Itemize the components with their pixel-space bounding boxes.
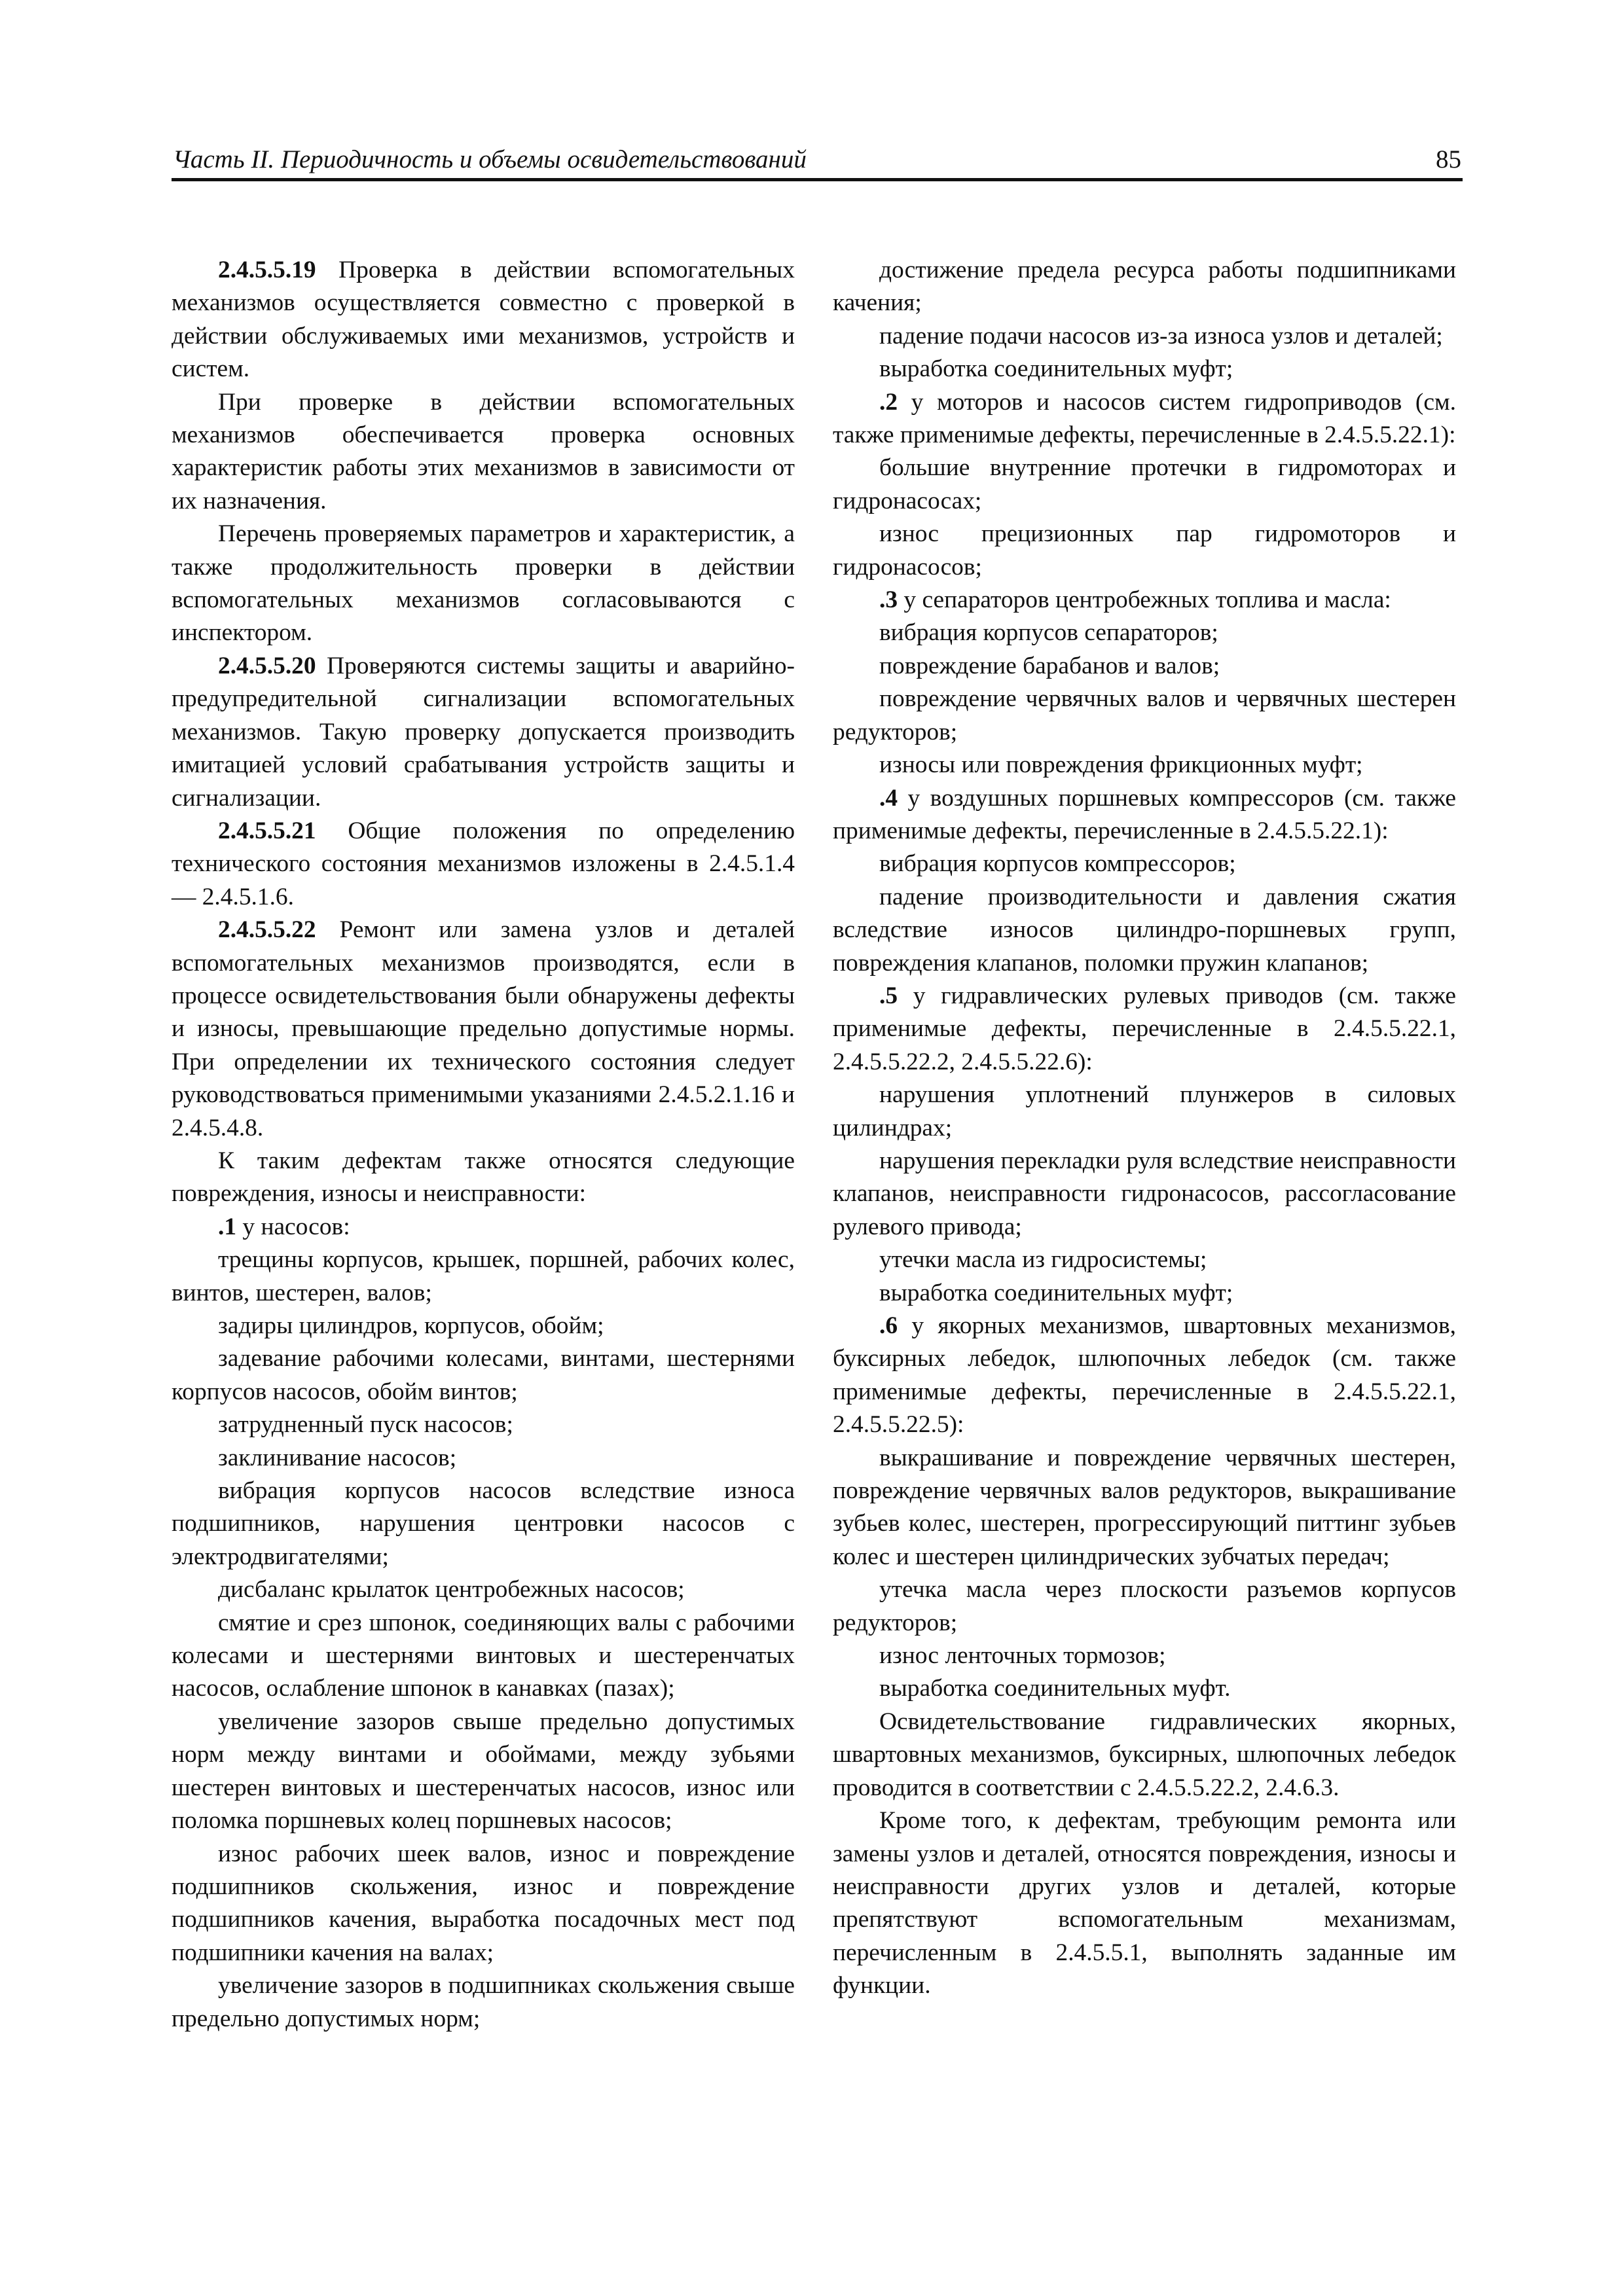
list-item: износ ленточных тормозов; [879,1642,1166,1670]
item-number: .6 [879,1312,898,1339]
list-item: выработка соединительных муфт; [879,1279,1233,1306]
paragraph: При проверке в действии вспомогательных механизмов обеспечивается проверка основных характеристик работы этих механизмов в зависимости от их назначения. [172,388,795,514]
list-item: падение производительности и давления сжатия вследствие износов цилиндро-поршневых групп, повреждения клапанов, поломки пружин клапанов; [833,883,1456,977]
list-heading-text: у гидравлических рулевых приводов (см. также применимые дефекты, перечисленные в 2.4.5.5.22.1, 2.4.5.5.22.2, 2.4.5.5.22.6): [833,982,1456,1075]
paragraph [172,914,795,1145]
list-item: нарушения уплотнений плунжеров в силовых цилиндрах; [833,1081,1456,1141]
list-heading [833,782,1456,848]
list-item: вибрация корпусов компрессоров; [879,850,1236,878]
running-header [172,141,1463,181]
paragraph-text: Проверяются системы защиты и аварийно-предупредительной сигнализации вспомогательных механизмов. Такую проверку допускается производить имитацией условий срабатывания устройств защиты и сигнализации. [172,652,795,812]
list-item: вибрация корпусов насосов вследствие износа подшипников, нарушения центровки насосов с электродвигателями; [172,1477,795,1570]
list-item: утечка масла через плоскости разъемов корпусов редукторов; [833,1576,1456,1636]
list-item: падение подачи насосов из-за износа узлов и деталей; [879,322,1443,350]
list-heading-text: у сепараторов центробежных топлива и масла: [898,586,1391,614]
list-item: нарушения перекладки руля вследствие неисправности клапанов, неисправности гидронасосов, рассогласование рулевого привода; [833,1147,1456,1240]
list-item: дисбаланс крылаток центробежных насосов; [218,1576,685,1604]
list-item: выкрашивание и повреждение червячных шестерен, повреждение червячных валов редукторов, выкрашивание зубьев колес, шестерен, прогрессирующий питтинг зубьев колес и шестерен цилиндрических зубчатых передач; [833,1444,1456,1570]
list-item: вибрация корпусов сепараторов; [879,619,1218,647]
list-heading [833,584,1456,617]
paragraph-text: Проверка в действии вспомогательных механизмов осуществляется совместно с проверкой в действии обслуживаемых ими механизмов, устройств и систем. [172,257,795,383]
list-item: повреждение барабанов и валов; [879,652,1220,679]
page-number: 85 [1436,145,1461,173]
list-item: смятие и срез шпонок, соединяющих валы с рабочими колесами и шестернями винтовых и шестеренчатых насосов, ослабление шпонок в канавках (пазах); [172,1609,795,1702]
list-item: повреждение червячных валов и червячных шестерен редукторов; [833,685,1456,745]
item-number: .5 [879,982,898,1009]
list-item: износ рабочих шеек валов, износ и повреждение подшипников скольжения, износ и повреждение подшипников качения, выработка посадочных мест под подшипники качения на валах; [172,1840,795,1966]
list-item: увеличение зазоров свыше предельно допустимых норм между винтами и обоймами, между зубьями шестерен винтовых и шестеренчатых насосов, износ или поломка поршневых колец поршневых насосов; [172,1708,795,1835]
item-number: .4 [879,784,898,812]
list-heading [833,1310,1456,1442]
item-number: .1 [218,1213,237,1240]
list-item: затрудненный пуск насосов; [218,1411,513,1439]
section-number: 2.4.5.5.20 [218,652,316,679]
list-heading [833,386,1456,452]
list-item: износы или повреждения фрикционных муфт; [879,751,1363,779]
paragraph [172,254,795,386]
list-heading-text: у воздушных поршневых компрессоров (см. также применимые дефекты, перечисленные в 2.4.5.5.22.1): [833,784,1456,844]
paragraph-text: Общие положения по определению технического состояния механизмов изложены в 2.4.5.1.4 — 2.4.5.1.6. [172,817,795,910]
paragraph: Перечень проверяемых параметров и характеристик, а также продолжительность проверки в действии вспомогательных механизмов согласовываются с инспектором. [172,520,795,647]
paragraph: Кроме того, к дефектам, требующим ремонта или замены узлов и деталей, относятся повреждения, износы и неисправности других узлов и деталей, которые препятствуют вспомогательным механизмам, перечисленным в 2.4.5.5.1, выполнять заданные им функции. [833,1807,1456,2000]
list-item: достижение предела ресурса работы подшипниками качения; [833,257,1456,317]
list-item: износ прецизионных пар гидромоторов и гидронасосов; [833,520,1456,581]
list-heading-text: у моторов и насосов систем гидроприводов (см. также применимые дефекты, перечисленные в 2.4.5.5.22.1): [833,388,1456,449]
list-item: заклинивание насосов; [218,1444,457,1471]
paragraph [172,650,795,815]
paragraph [172,815,795,914]
list-item: задиры цилиндров, корпусов, обойм; [218,1312,604,1339]
left-column [172,254,795,2036]
section-number: 2.4.5.5.21 [218,817,316,844]
list-item: большие внутренние протечки в гидромоторах и гидронасосах; [833,454,1456,514]
section-number: 2.4.5.5.22 [218,916,316,944]
paragraph-text: Ремонт или замена узлов и деталей вспомогательных механизмов производятся, если в процессе освидетельствования были обнаружены дефекты и износы, превышающие предельно допустимые нормы. При определении их технического состояния следует руководствоваться применимыми указаниями 2.4.5.2.1.16 и 2.4.5.4.8. [172,916,795,1141]
list-item: выработка соединительных муфт; [879,355,1233,383]
section-number: 2.4.5.5.19 [218,257,316,283]
item-number: .3 [879,586,898,614]
list-heading [172,1211,795,1244]
list-item: трещины корпусов, крышек, поршней, рабочих колес, винтов, шестерен, валов; [172,1246,795,1306]
list-heading-text: у насосов: [236,1213,350,1240]
right-column [833,254,1456,2003]
paragraph: Освидетельствование гидравлических якорных, швартовных механизмов, буксирных, шлюпочных лебедок проводится в соответствии с 2.4.5.5.22.2, 2.4.6.3. [833,1708,1456,1801]
paragraph: К таким дефектам также относятся следующие повреждения, износы и неисправности: [172,1147,795,1208]
list-heading-text: у якорных механизмов, швартовных механизмов, буксирных лебедок, шлюпочных лебедок (см. также применимые дефекты, перечисленные в 2.4.5.5.22.1, 2.4.5.5.22.5): [833,1312,1456,1439]
header-title: Часть II. Периодичность и объемы освидетельствований [173,145,807,173]
list-item: увеличение зазоров в подшипниках скольжения свыше предельно допустимых норм; [172,1972,795,2032]
list-item: задевание рабочими колесами, винтами, шестернями корпусов насосов, обойм винтов; [172,1345,795,1405]
list-item: утечки масла из гидросистемы; [879,1246,1207,1274]
item-number: .2 [879,388,898,416]
list-item: выработка соединительных муфт. [879,1675,1231,1702]
list-heading [833,980,1456,1079]
